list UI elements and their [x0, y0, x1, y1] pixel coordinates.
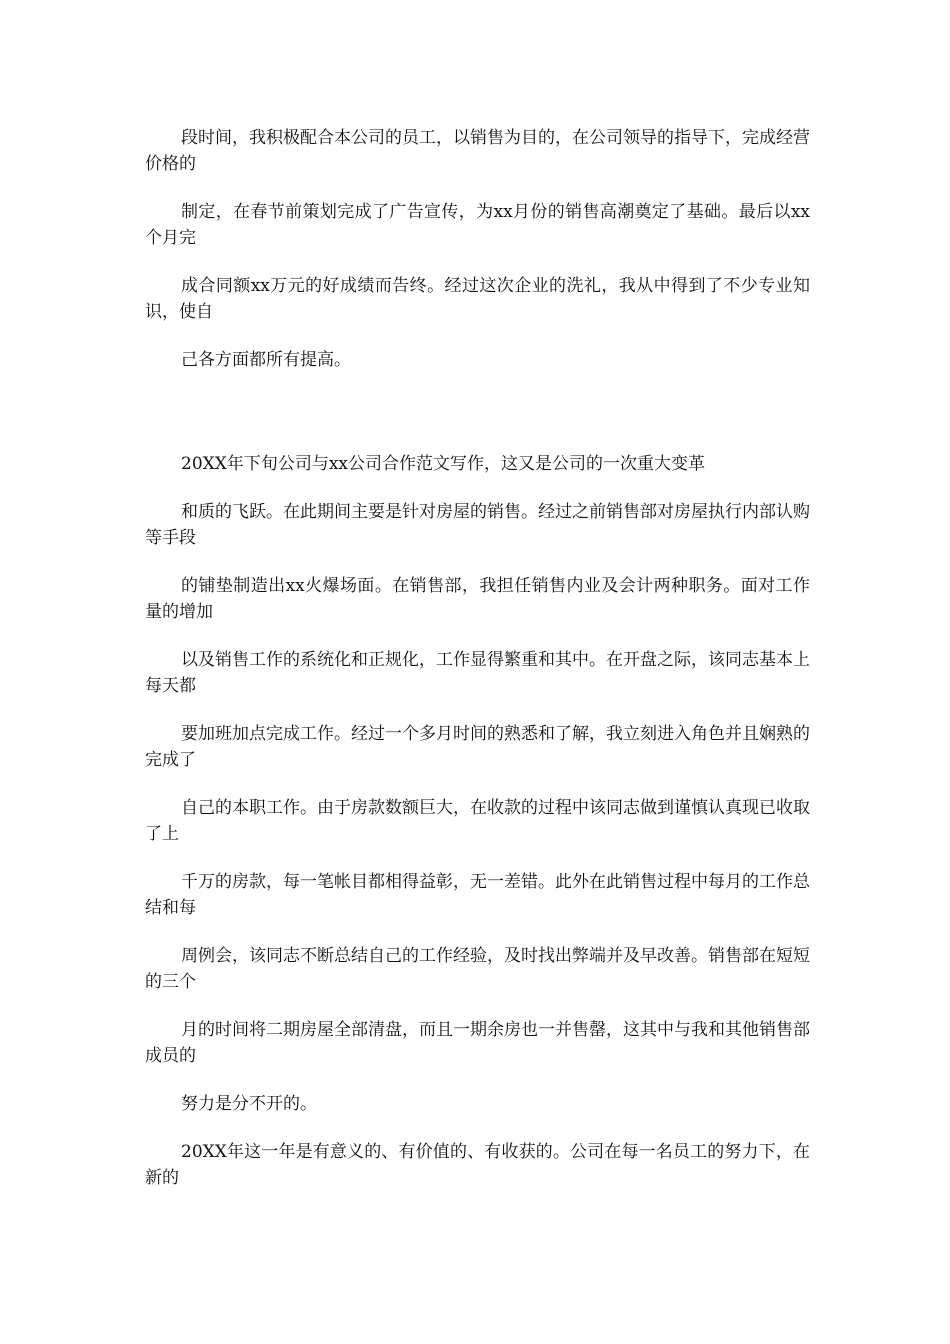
paragraph: 要加班加点完成工作。经过一个多月时间的熟悉和了解，我立刻进入角色并且娴熟的完成了 — [145, 724, 810, 770]
paragraph: 周例会，该同志不断总结自己的工作经验，及时找出弊端并及早改善。销售部在短短的三个 — [145, 946, 810, 992]
paragraph: 成合同额xx万元的好成绩而告终。经过这次企业的洗礼，我从中得到了不少专业知识，使自 — [145, 276, 810, 322]
paragraph: 段时间，我积极配合本公司的员工，以销售为目的，在公司领导的指导下，完成经营价格的 — [145, 128, 810, 174]
paragraph: 自己的本职工作。由于房款数额巨大，在收款的过程中该同志做到谨慎认真现已收取了上 — [145, 798, 810, 844]
paragraph: 的铺垫制造出xx火爆场面。在销售部，我担任销售内业及会计两种职务。面对工作量的增加 — [145, 576, 810, 622]
paragraph: 己各方面都所有提高。 — [181, 350, 351, 370]
paragraph: 以及销售工作的系统化和正规化，工作显得繁重和其中。在开盘之际，该同志基本上每天都 — [145, 650, 810, 696]
paragraph: 和质的飞跃。在此期间主要是针对房屋的销售。经过之前销售部对房屋执行内部认购等手段 — [145, 502, 810, 548]
paragraph: 千万的房款，每一笔帐目都相得益彰，无一差错。此外在此销售过程中每月的工作总结和每 — [145, 872, 810, 918]
paragraph: 努力是分不开的。 — [181, 1094, 317, 1114]
paragraph: 20XX年这一年是有意义的、有价值的、有收获的。公司在每一名员工的努力下，在新的 — [145, 1142, 810, 1188]
section-gap — [145, 395, 810, 451]
paragraph: 制定，在春节前策划完成了广告宣传，为xx月份的销售高潮奠定了基础。最后以xx个月完 — [145, 202, 810, 248]
paragraph: 20XX年下旬公司与xx公司合作范文写作，这又是公司的一次重大变革 — [181, 454, 706, 474]
paragraph: 月的时间将二期房屋全部清盘，而且一期余房也一并售罄，这其中与我和其他销售部成员的 — [145, 1020, 810, 1066]
document-body — [145, 125, 810, 1213]
